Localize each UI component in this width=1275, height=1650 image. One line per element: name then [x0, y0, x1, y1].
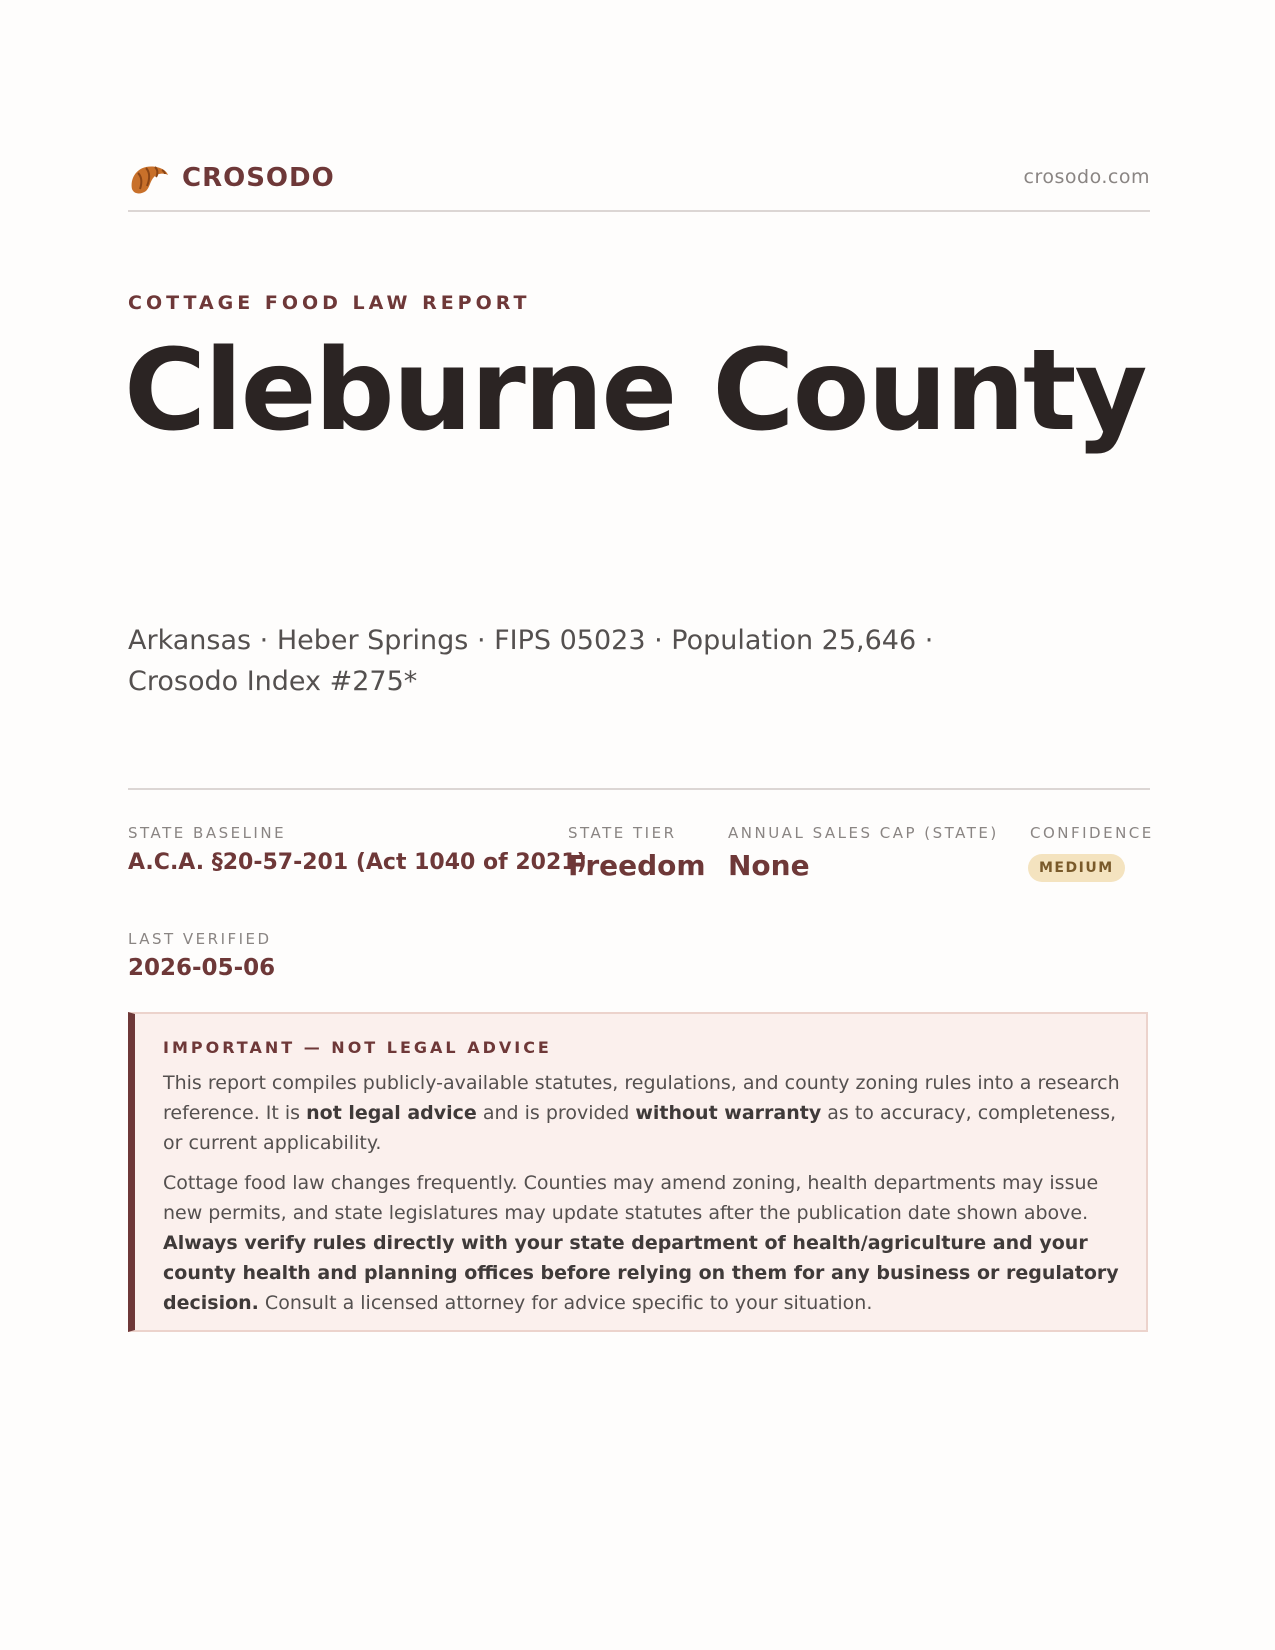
notice-title: IMPORTANT — NOT LEGAL ADVICE — [163, 1038, 552, 1057]
subtitle-line-1: Arkansas · Heber Springs · FIPS 05023 · Population 25,646 · — [128, 625, 934, 656]
notice-paragraph-1 — [163, 1068, 1123, 1158]
state-baseline-label: STATE BASELINE — [128, 824, 287, 842]
croissant-icon — [128, 159, 170, 197]
legal-notice — [128, 1012, 1148, 1332]
state-tier-label: STATE TIER — [568, 824, 677, 842]
brand — [128, 158, 335, 198]
notice-text: as to accuracy, completeness, or current applicability. — [163, 1102, 1117, 1154]
notice-emphasis: Always verify rules directly with your state department of health/agriculture and your county health and planning offices before relying on them for any business or regulatory decision. — [163, 1232, 1119, 1314]
last-verified-label: LAST VERIFIED — [128, 930, 272, 948]
notice-text: This report compiles publicly-available statutes, regulations, and county zoning rules into a research reference. It is — [163, 1072, 1120, 1124]
confidence-badge: MEDIUM — [1028, 854, 1125, 882]
notice-body — [163, 1068, 1123, 1328]
notice-emphasis: without warranty — [635, 1102, 822, 1124]
notice-text: Cottage food law changes frequently. Counties may amend zoning, health departments may issue new permits, and state legislatures may update statutes after the publication date shown above. — [163, 1172, 1099, 1224]
notice-text: Consult a licensed attorney for advice specific to your situation. — [258, 1292, 873, 1314]
report-subtitle — [128, 620, 1028, 702]
brand-name: CROSODO — [182, 163, 335, 193]
state-baseline-value: A.C.A. §20-57-201 (Act 1040 of 2021) — [128, 850, 587, 875]
sales-cap-value: None — [728, 849, 810, 882]
subtitle-line-2: Crosodo Index #275* — [128, 666, 418, 697]
page-header — [128, 158, 1150, 212]
sales-cap-label: ANNUAL SALES CAP (STATE) — [728, 824, 999, 842]
notice-paragraph-2 — [163, 1168, 1123, 1318]
last-verified-value: 2026-05-06 — [128, 955, 276, 981]
confidence-label: CONFIDENCE — [1030, 824, 1154, 842]
notice-emphasis: not legal advice — [306, 1102, 477, 1124]
state-tier-value: Freedom — [568, 849, 706, 882]
page-title: Cleburne County — [124, 326, 1146, 456]
report-eyebrow: COTTAGE FOOD LAW REPORT — [128, 292, 531, 314]
meta-divider — [128, 788, 1150, 790]
notice-text: and is provided — [476, 1102, 636, 1124]
site-url[interactable]: crosodo.com — [1023, 166, 1150, 188]
